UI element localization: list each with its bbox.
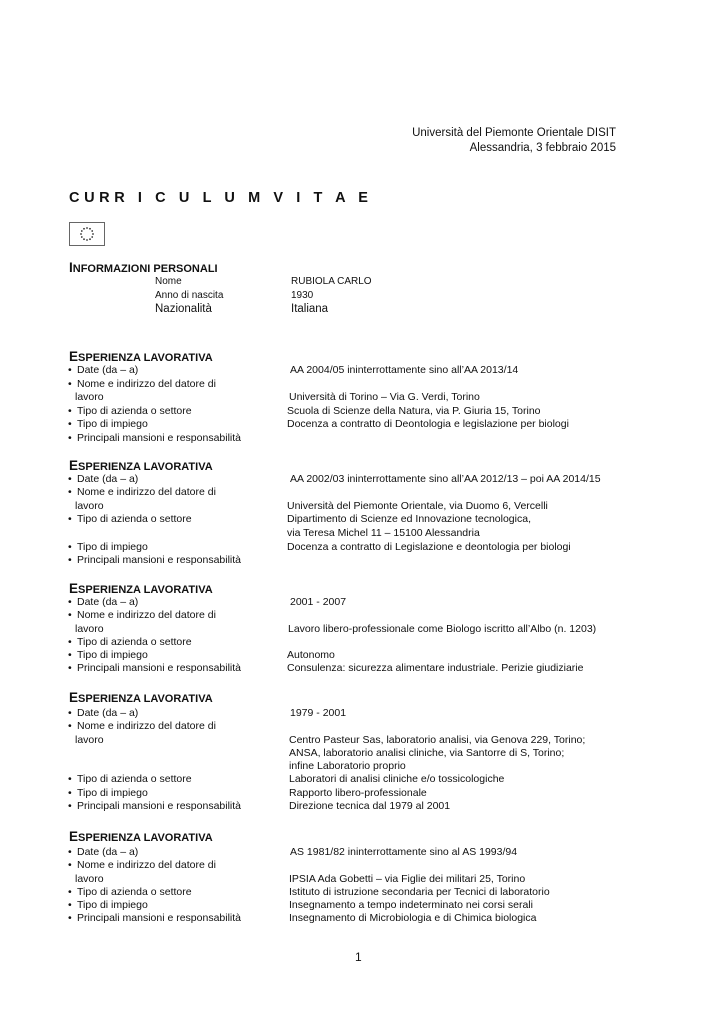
section-heading-experience: ESPERIENZA LAVORATIVA bbox=[69, 349, 213, 364]
name-value: RUBIOLA CARLO bbox=[291, 276, 372, 287]
sector-label: • Tipo di azienda o settore bbox=[68, 513, 192, 525]
sector-label: • Tipo di azienda o settore bbox=[68, 636, 192, 648]
date-value: AS 1981/82 ininterrottamente sino al AS 1993/94 bbox=[290, 846, 518, 858]
sector-value-cont: via Teresa Michel 11 – 15100 Alessandria bbox=[287, 527, 480, 539]
employer-label-cont: lavoro bbox=[75, 873, 104, 885]
job-label: • Tipo di impiego bbox=[68, 418, 148, 430]
job-label: • Tipo di impiego bbox=[68, 649, 148, 661]
job-label: • Tipo di impiego bbox=[68, 899, 148, 911]
sector-label: • Tipo di azienda o settore bbox=[68, 886, 192, 898]
section-heading-personal: INFORMAZIONI PERSONALI bbox=[69, 260, 218, 275]
duties-label: • Principali mansioni e responsabilità bbox=[68, 800, 242, 812]
sector-label: • Tipo di azienda o settore bbox=[68, 405, 192, 417]
section-heading-experience: ESPERIENZA LAVORATIVA bbox=[69, 581, 213, 596]
employer-value-cont: infine Laboratorio proprio bbox=[289, 760, 406, 772]
date-label: • Date (da – a) bbox=[68, 596, 139, 608]
sector-value: Dipartimento di Scienze ed Innovazione tecnologica, bbox=[287, 513, 531, 525]
sector-value: Scuola di Scienze della Natura, via P. Giuria 15, Torino bbox=[287, 405, 541, 417]
nationality-value: Italiana bbox=[291, 303, 329, 315]
employer-value: Centro Pasteur Sas, laboratorio analisi, via Genova 229, Torino; bbox=[289, 734, 586, 746]
date-label: • Date (da – a) bbox=[68, 364, 139, 376]
job-label: • Tipo di impiego bbox=[68, 541, 148, 553]
page-title: CURR I C U L U M V I T A E bbox=[69, 190, 373, 206]
job-label: • Tipo di impiego bbox=[68, 787, 148, 799]
employer-value: Lavoro libero-professionale come Biologo iscritto all’Albo (n. 1203) bbox=[288, 623, 597, 635]
eu-flag-icon bbox=[69, 222, 105, 246]
duties-label: • Principali mansioni e responsabilità bbox=[68, 662, 242, 674]
employer-label: • Nome e indirizzo del datore di bbox=[68, 486, 216, 498]
duties-value: Insegnamento di Microbiologia e di Chimica biologica bbox=[289, 912, 537, 924]
section-heading-experience: ESPERIENZA LAVORATIVA bbox=[69, 690, 213, 705]
employer-label-cont: lavoro bbox=[75, 734, 104, 746]
date-label: • Date (da – a) bbox=[68, 846, 139, 858]
sector-value: Laboratori di analisi cliniche e/o tossicologiche bbox=[289, 773, 505, 785]
employer-label-cont: lavoro bbox=[75, 391, 104, 403]
date-value: 1979 - 2001 bbox=[290, 707, 347, 719]
employer-value: Università di Torino – Via G. Verdi, Torino bbox=[289, 391, 480, 403]
birth-value: 1930 bbox=[291, 290, 314, 301]
employer-label: • Nome e indirizzo del datore di bbox=[68, 378, 216, 390]
job-value: Autonomo bbox=[287, 649, 335, 661]
date-value: AA 2002/03 ininterrottamente sino all’AA 2012/13 – poi AA 2014/15 bbox=[290, 473, 601, 485]
job-value: Rapporto libero-professionale bbox=[289, 787, 427, 799]
job-value: Docenza a contratto di Deontologia e legislazione per biologi bbox=[287, 418, 569, 430]
job-value: Insegnamento a tempo indeterminato nei corsi serali bbox=[289, 899, 533, 911]
employer-value: IPSIA Ada Gobetti – via Figlie dei militari 25, Torino bbox=[289, 873, 526, 885]
employer-value-cont: ANSA, laboratorio analisi cliniche, via Santorre di S, Torino; bbox=[289, 747, 565, 759]
sector-label: • Tipo di azienda o settore bbox=[68, 773, 192, 785]
nationality-label: Nazionalità bbox=[155, 303, 212, 315]
duties-value: Direzione tecnica dal 1979 al 2001 bbox=[289, 800, 451, 812]
sector-value: Istituto di istruzione secondaria per Tecnici di laboratorio bbox=[289, 886, 550, 898]
section-heading-experience: ESPERIENZA LAVORATIVA bbox=[69, 458, 213, 473]
employer-label: • Nome e indirizzo del datore di bbox=[68, 720, 216, 732]
employer-value: Università del Piemonte Orientale, via Duomo 6, Vercelli bbox=[287, 500, 548, 512]
header-date: Alessandria, 3 febbraio 2015 bbox=[469, 142, 616, 154]
birth-label: Anno di nascita bbox=[155, 290, 224, 301]
employer-label-cont: lavoro bbox=[75, 500, 104, 512]
header-university: Università del Piemonte Orientale DISIT bbox=[412, 127, 616, 139]
duties-value: Consulenza: sicurezza alimentare industriale. Perizie giudiziarie bbox=[287, 662, 584, 674]
employer-label: • Nome e indirizzo del datore di bbox=[68, 859, 216, 871]
page-number: 1 bbox=[355, 950, 362, 964]
date-label: • Date (da – a) bbox=[68, 707, 139, 719]
job-value: Docenza a contratto di Legislazione e deontologia per biologi bbox=[287, 541, 571, 553]
date-value: 2001 - 2007 bbox=[290, 596, 347, 608]
section-heading-experience: ESPERIENZA LAVORATIVA bbox=[69, 829, 213, 844]
date-value: AA 2004/05 ininterrottamente sino all’AA 2013/14 bbox=[290, 364, 519, 376]
name-label: Nome bbox=[155, 276, 182, 287]
date-label: • Date (da – a) bbox=[68, 473, 139, 485]
employer-label-cont: lavoro bbox=[75, 623, 104, 635]
duties-label: • Principali mansioni e responsabilità bbox=[68, 912, 242, 924]
employer-label: • Nome e indirizzo del datore di bbox=[68, 609, 216, 621]
duties-label: • Principali mansioni e responsabilità bbox=[68, 554, 242, 566]
duties-label: • Principali mansioni e responsabilità bbox=[68, 432, 242, 444]
